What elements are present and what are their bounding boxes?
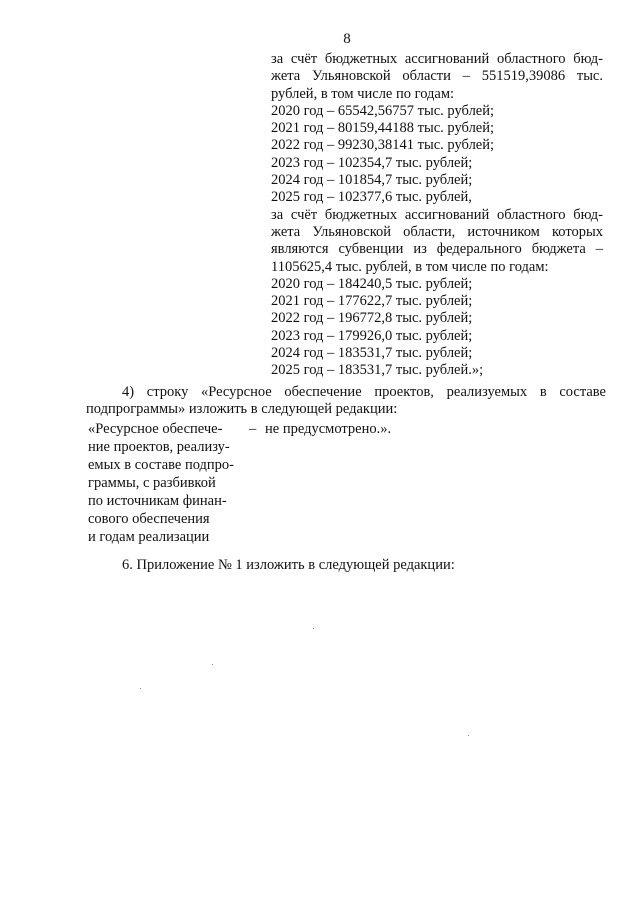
- budget-line: жета Ульяновской области – 551519,39086 тыс.: [271, 68, 603, 85]
- label-line: «Ресурсное обеспече-: [88, 421, 223, 437]
- label-line: и годам реализации: [88, 529, 210, 545]
- label-line: сового обеспечения: [88, 511, 210, 527]
- budget-line: 2025 год – 183531,7 тыс. рублей.»;: [271, 362, 484, 379]
- page-number: 8: [343, 31, 351, 47]
- budget-line: за счёт бюджетных ассигнований областного бюд-: [271, 206, 603, 223]
- budget-line: 2022 год – 196772,8 тыс. рублей;: [271, 310, 473, 327]
- label-line: емых в составе подпро-: [88, 457, 235, 473]
- budget-line: 2020 год – 65542,56757 тыс. рублей;: [271, 102, 495, 119]
- row-dash: –: [249, 421, 257, 437]
- scan-speck: [313, 628, 314, 629]
- resource-row-label: [88, 420, 253, 546]
- budget-line: 2024 год – 183531,7 тыс. рублей;: [271, 345, 473, 362]
- scan-speck: [212, 664, 213, 665]
- resource-row-value: не предусмотрено.».: [265, 421, 392, 437]
- label-line: по источникам финан-: [88, 493, 227, 509]
- scan-speck: [468, 735, 469, 736]
- budget-line: 2020 год – 184240,5 тыс. рублей;: [271, 275, 473, 292]
- budget-line: за счёт бюджетных ассигнований областного бюд-: [271, 51, 603, 67]
- budget-line: 2024 год – 101854,7 тыс. рублей;: [271, 172, 473, 189]
- paragraph-4-line: подпрограммы» изложить в следующей редакции:: [86, 401, 398, 418]
- budget-line: являются субвенции из федерального бюджета –: [271, 241, 603, 258]
- budget-line: 2021 год – 80159,44188 тыс. рублей;: [271, 120, 495, 137]
- label-line: граммы, с разбивкой: [88, 475, 216, 491]
- budget-line: рублей, в том числе по годам:: [271, 85, 455, 102]
- budget-line: 2025 год – 102377,6 тыс. рублей,: [271, 189, 472, 206]
- budget-line: 2023 год – 102354,7 тыс. рублей;: [271, 154, 473, 171]
- budget-line: 1105625,4 тыс. рублей, в том числе по годам:: [271, 258, 549, 275]
- label-line: ние проектов, реализу-: [88, 439, 230, 455]
- budget-line: 2021 год – 177622,7 тыс. рублей;: [271, 293, 473, 310]
- budget-line: 2022 год – 99230,38141 тыс. рублей;: [271, 137, 495, 154]
- paragraph-4: [86, 384, 606, 419]
- paragraph-6: 6. Приложение № 1 изложить в следующей редакции:: [122, 557, 455, 573]
- scan-speck: [140, 688, 141, 689]
- budget-block: [271, 51, 603, 380]
- paragraph-4-line: 4) строку «Ресурсное обеспечение проектов, реализуемых в составе: [122, 384, 606, 400]
- budget-line: 2023 год – 179926,0 тыс. рублей;: [271, 327, 473, 344]
- budget-line: жета Ульяновской области, источником которых: [271, 223, 603, 240]
